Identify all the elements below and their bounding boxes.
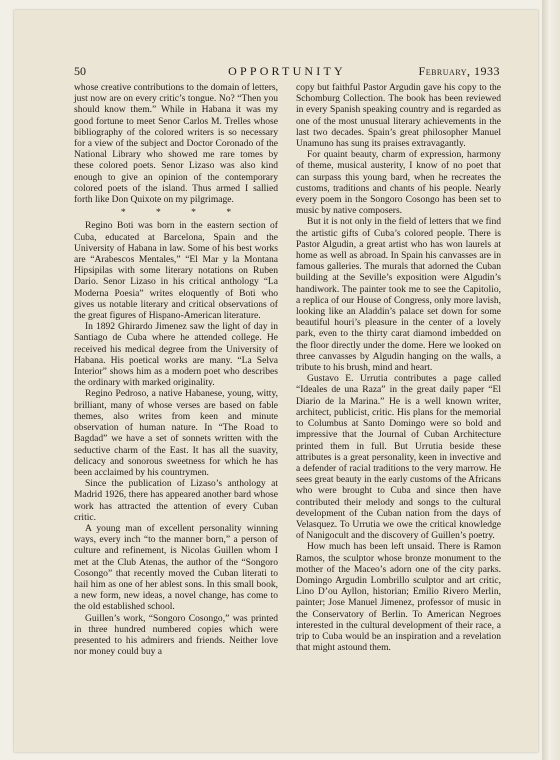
issue-date: February, 1933 — [418, 64, 500, 78]
paragraph: But it is not only in the field of letters that we find the artistic gifts of Cuba’s colored people. There is Pastor Algudin, a great artist who has won laurels at home as well as abroad. In Spain his canvasses are in famous galleries. The murals that adorned the Cuban building at the Seville’s exposition were Algudin’s handiwork. The painter took me to see the Capitolio, a replica of our House of Congress, only more lavish, looking like an Aladdin’s palace set down for some beautiful houri’s pleasure in the center of a lovely park, even to the thirty carat diamond imbedded on the floor directly under the dome. Here we looked on three canvasses by Algudin hanging on the walls, a tribute to his brush, mind and heart. — [296, 216, 501, 374]
paragraph: Regino Boti was born in the eastern section of Cuba, educated at Barcelona, Spain and the University of Habana in law. Some of his best works are “Arabescos Mentales,” “El Mar y la Montana Hipsipilas with some literary notations on Ruben Dario. Senor Lizaso in his critical anthology “La Moderna Poesia” writes eloquently of Boti who gives us notable literary and critical observations of the great figures of Hispano-American literature. — [74, 220, 278, 322]
section-separator: * * * * — [120, 207, 246, 219]
paragraph: For quaint beauty, charm of expression, harmony of theme, musical austerity, I know of no poet that can surpass this young bard, when he recreates the customs, traditions and chants of his people. Nearly every poem in the Songoro Cosongo has been set to music by native composers. — [296, 149, 501, 217]
paragraph: Regino Pedroso, a native Habanese, young, witty, brilliant, many of whose verses are based on fable themes, also writes from keen and minute observation of human nature. In “The Road to Bagdad” we have a set of sonnets written with the seductive charm of the East. It has all the suavity, delicacy and sonorous sweetness for which he has been acclaimed by his countrymen. — [74, 388, 278, 478]
paragraph: A young man of excellent personality winning ways, every inch “to the manner born,” a person of culture and refinement, is Nicolas Guillen whom I met at the Club Atenas, the author of the “Songoro Cosongo” that recently moved the Cuban literati to hail him as one of her ablest sons. In this small book, a new form, new ideas, a novel change, has come to the old established school. — [74, 522, 278, 613]
paragraph: whose creative contributions to the domain of letters, just now are on every critic’s tongue. No? “Then you should know them.” While in Habana it was my good fortune to meet Senor Carlos M. Trelles whose bibliography of the colored writers is so necessary for a view of the subject and Doctor Coronado of the National Library who showed me rare tomes by these colored poets. Senor Lizaso was also kind enough to give an opinion of the contemporary colored poets of the island. Thus armed I sallied forth like Don Quixote on my pilgrimage. — [74, 82, 278, 206]
page-binding-edge — [542, 0, 560, 760]
paragraph: How much has been left unsaid. There is Ramon Ramos, the sculptor whose bronze monument to the mother of the Maceo’s adorn one of the city parks. Domingo Argudin Lombrillo sculptor and art critic, Lino D’ou Ayllon, historian; Emilio Rivero Merlin, painter; Jose Manuel Jimenez, professor of music in the Conservatory of Berlin. To American Negroes interested in the cultural development of their race, a trip to Cuba would be an inspiration and a revelation that might astound them. — [296, 541, 501, 654]
paragraph: Guillen’s work, “Songoro Cosongo,” was printed in three hundred numbered copies which were presented to his admirers and friends. Neither love nor money could buy a — [74, 612, 278, 658]
journal-title: OPPORTUNITY — [228, 64, 346, 78]
left-column — [74, 82, 278, 657]
paragraph: Since the publication of Lizaso’s anthology at Madrid 1926, there has appeared another bard whose work has attracted the attention of every Cuban critic. — [74, 478, 278, 523]
paragraph: copy but faithful Pastor Argudin gave his copy to the Schomburg Collection. The book has been reviewed in every Spanish speaking country and is regarded as one of the most unusual literary achievements in the last two decades. Spain’s great philosopher Manuel Unamuno has sung its praises extravagantly. — [296, 82, 501, 150]
paragraph: Gustavo E. Urrutia contributes a page called “Ideales de una Raza” in the great daily paper “El Diario de la Marina.” He is a well known writer, architect, publicist, critic. His plans for the memorial to Columbus at Santo Domingo were so bold and impressive that the Journal of Cuban Architecture printed them in full. But Urrutia beside these attributes is a great personality, keen in invective and a defender of racial traditions to the very marrow. He sees great beauty in the early customs of the Africans who were brought to Cuba and since then have contributed their melody and songs to the cultural development of the Cuban nation from the days of Velasquez. To Urrutia we owe the critical knowledge of Nanigocult and the discovery of Guillen’s poetry. — [296, 373, 501, 542]
paragraph: In 1892 Ghirardo Jimenez saw the light of day in Santiago de Cuba where he attended college. He received his medical degree from the University of Habana. His poetical works are many. “La Selva Interior” shows him as a modern poet who describes the ordinary with marked originality. — [74, 321, 278, 389]
page-number: 50 — [74, 64, 86, 78]
page-header — [74, 64, 500, 80]
right-column — [296, 82, 501, 653]
